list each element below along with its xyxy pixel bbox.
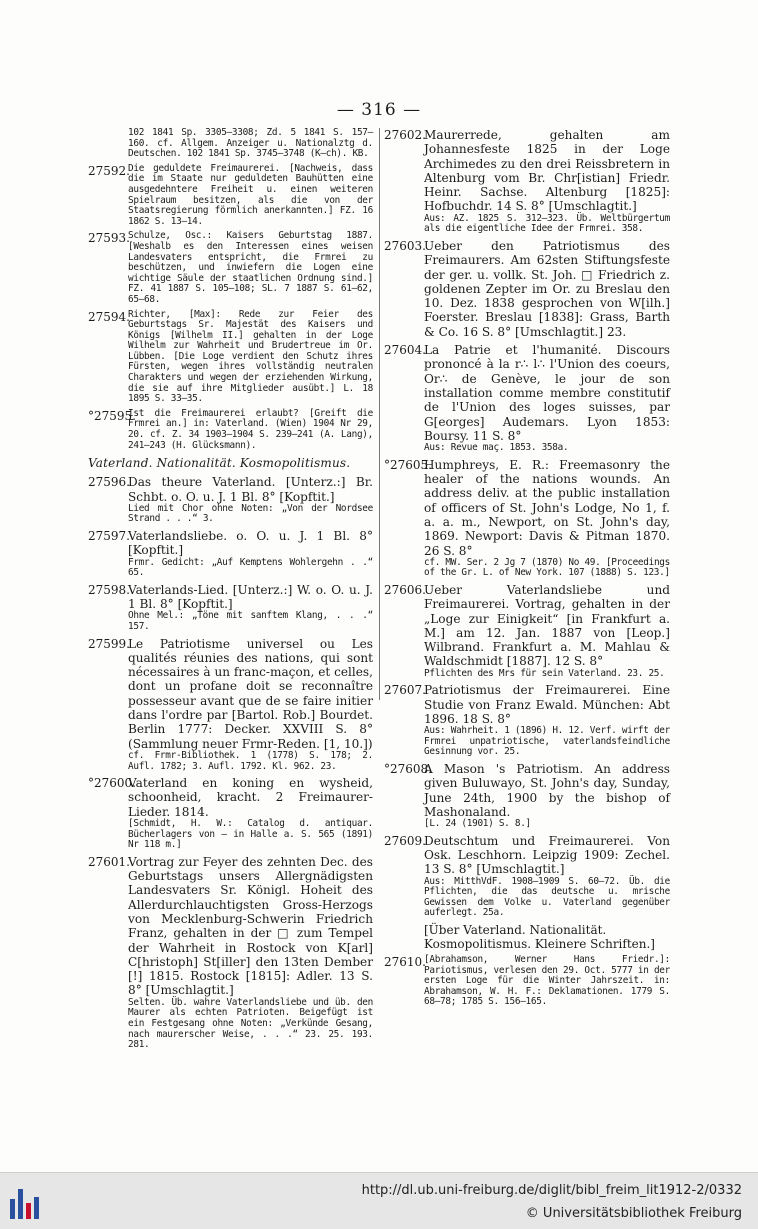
footer-url-link[interactable]: http://dl.ub.uni-freiburg.de/diglit/bibl_freim_lit1912-2/0332 (361, 1183, 742, 1198)
bibliography-entry (88, 855, 373, 1051)
entry-note: 102 1841 Sp. 3305—3308; Zd. 5 1841 S. 157—160. cf. Allgem. Anzeiger u. Nationalztg d. Deutschen. 102 1841 Sp. 3745—3748 (K—ch). KB. (128, 127, 373, 160)
entry-note: Aus: Wahrheit. 1 (1896) H. 12. Verf. wirft der Frmrei unpatriotische, vaterlandsfeindliche Gesinnung vor. 25. (424, 725, 670, 758)
entry-title: Maurerrede, gehalten am Johannesfeste 1825 in der Loge Archimedes zu den drei Reissbretern in Altenburg vom Br. Chr[istian] Friedr. Heinr. Sachse. Altenburg [1825]: Hofbuchdr. 14 S. 8° [Umschlagtit.] (424, 128, 670, 214)
entry-number: 27604. (384, 343, 426, 358)
entry-note: Selten. Üb. wahre Vaterlandsliebe und üb. den Maurer als echten Patrioten. Beigefügt ist ein Festgesang ohne Noten: „Verkünde Gesang, nach maurerscher Weise, . . .“ 23. 25. 193. 281. (128, 996, 373, 1051)
entry-title: Humphreys, E. R.: Freemasonry the healer of the nations wounds. An address deliv. at the public installation of officers of St. John's Lodge, No 1, f. a. a. m., Newport, on St. John's day, 1869. Newport: Davis & Pitman 1870. 26 S. 8° (424, 457, 670, 558)
entry-title: Vaterlandsliebe. o. O. u. J. 1 Bl. 8° [Kopftit.] (128, 529, 373, 558)
entry-number: 27603. (384, 238, 426, 253)
entry-note: Ist die Freimaurerei erlaubt? [Greift die Frmrei an.] in: Vaterland. (Wien) 1904 Nr 29, 20. cf. Z. 34 1903—1904 S. 239—241 (A. Lang), 241—243 (H. Glücksmann). (128, 407, 373, 451)
entry-note: [Schmidt, H. W.: Catalog d. antiquar. Bücherlagers von — in Halle a. S. 565 (1891) Nr 118 m.] (128, 818, 373, 851)
entry-note: Richter, [Max]: Rede zur Feier des Geburtstags Sr. Majestät des Kaisers und Königs [Wilhelm II.] gehalten in der Loge Wilhelm zur Wahrheit und Brudertreue im Or. Lübben. [Die Loge verdient den Schutz ihres Fürsten, wegen ihres vollständig neutralen Charakters und wegen der erziehenden Wirkung, die sie auf ihre Mitglieder ausübt.] L. 18 1895 S. 33—35. (128, 308, 373, 405)
entry-note: Pflichten des Mrs für sein Vaterland. 23. 25. (424, 667, 665, 679)
entry-title: Vortrag zur Feyer des zehnten Dec. des Geburtstags unsers Allergnädigsten Landesvaters Sr. Königl. Hoheit des Allerdurchlauchtigsten Gross-Herzogs von Mecklenburg-Schwerin Friedrich Franz, gehalten in der □ zum Tempel der Wahrheit in Rostock von K[arl] C[hristoph] St[iller] den 13ten Dember [!] 1815. Rostock [1815]: Adler. 13 S. 8° [Umschlagtit.] (128, 854, 373, 998)
entry-title: Ueber Vaterlandsliebe und Freimaurerei. Vortrag, gehalten in der „Loge zur Einigkeit“ [in Frankfurt a. M.] am 12. Jan. 1887 von [Leop.] Wilbrand. Frankfurt a. M. Mahlau & Waldschmidt [1887]. 12 S. 8° (424, 582, 670, 669)
entry-note: cf. MW. Ser. 2 Jg 7 (1870) No 49. [Proceedings of the Gr. L. of New York. 107 (1888) S. 123.] (424, 556, 670, 579)
entry-title: Vaterland en koning en wysheid, schoonheid, kracht. 2 Freimaurer-Lieder. 1814. (128, 776, 373, 819)
entry-title: La Patrie et l'humanité. Discours prononcé à la r∴ l∴ l'Union des coeurs, Or∴ de Genève, le jour de son installation comme membre constitutif de l'Union des loges suisses, par G[eorges] Audemars. Lyon 1853: Boursy. 11 S. 8° (424, 343, 670, 443)
entry-title: Vaterlands-Lied. [Unterz.:] W. o. O. u. J. 1 Bl. 8° [Kopftit.] (128, 582, 373, 612)
bibliography-entry (384, 583, 670, 679)
entry-number: 27597. (88, 529, 130, 543)
entry-title: Deutschtum und Freimaurerei. Von Osk. Leschhorn. Leipzig 1909: Zechel. 13 S. 8° [Umschlagtit.] (424, 833, 670, 877)
entry-title: Ueber den Patriotismus des Freimaurers. Am 62sten Stiftungsfeste der ger. u. vollk. St. Joh. □ Friedrich z. goldenen Zepter im Or. zu Breslau den 10. Dez. 1838 gesprochen von W[ilh.] Foerster. Breslau [1838]: Grass, Barth & Co. 16 S. 8° [Umschlagtit.] 23. (424, 238, 670, 339)
entry-title: Das theure Vaterland. [Unterz.:] Br. Schbt. o. O. u. J. 1 Bl. 8° [Kopftit.] (128, 475, 373, 504)
section-heading: Vaterland. Nationalität. Kosmopolitismus. (88, 456, 351, 471)
entry-title: Patriotismus der Freimaurerei. Eine Studie von Franz Ewald. München: Abt 1896. 18 S. 8° (424, 683, 670, 726)
bibliography-entry (88, 583, 373, 633)
bibliography-entry (384, 834, 670, 919)
bibliography-entry (384, 239, 670, 339)
entry-number: 27609. (384, 833, 426, 848)
entry-number: 27592. (88, 163, 130, 178)
entry-note: [Abrahamson, Werner Hans Friedr.]: Pariotismus, verlesen den 29. Oct. 5777 in der ersten Loge für die Winter Jahrszeit. in: Abrahamson, W. H. F.: Deklamationen. 1779 S. 68—78; 1785 S. 156—165. (424, 954, 670, 1008)
entry-title: Le Patriotisme universel ou Les qualités réunies des nations, qui sont nécessaires à un franc-maçon, et celles, dont un profane doit se reconnaître possesseur avant que de se faire initier dans l'ordre par [Bartol. Rob.] Bourdet. Berlin 1777: Decker. XXVIII S. 8° (Sammlung neuer Frmr-Reden. [1, 10.]) (128, 636, 373, 751)
entry-note: cf. Frmr-Bibliothek. 1 (1778) S. 178; 2. Aufl. 1782; 3. Aufl. 1792. Kl. 962. 23. (128, 749, 373, 772)
bibliography-entry (88, 128, 373, 160)
entry-number: 27610. (384, 955, 426, 970)
entry-note: Schulze, Osc.: Kaisers Geburtstag 1887. [Weshalb es den Interessen eines weisen Landesvaters entspricht, die Frmrei zu beschützen, und inwiefern die Logen eine wichtige Säule der staatlichen Ordnung sind.] FZ. 41 1887 S. 105—108; SL. 7 1887 S. 61—62, 65—68. (128, 230, 373, 305)
right-column (384, 128, 670, 1012)
bibliography-entry (384, 683, 670, 758)
entry-number: 27593. (88, 231, 130, 246)
bibliography-entry (384, 128, 670, 235)
entry-number: °27608. (384, 762, 432, 777)
library-logo-icon (8, 1185, 42, 1221)
entry-note: [L. 24 (1901) S. 8.] (424, 818, 531, 830)
subsection-heading: [Über Vaterland. Nationalität. Kosmopolitismus. Kleinere Schriften.] (424, 923, 655, 952)
bibliography-entry (384, 955, 670, 1008)
bibliography-entry (384, 343, 670, 454)
entry-note: Die geduldete Freimaurerei. [Nachweis, dass die im Staate nur geduldeten Bauhütten eine ausgedehntere Freiheit u. einen weiteren Spielraum besitzen, als die von der Staatsregierung förmlich anerkannten.] FZ. 16 1862 S. 13—14. (128, 162, 373, 227)
entry-number: 27594. (88, 309, 130, 324)
entry-title: A Mason 's Patriotism. An address given Buluwayo, St. John's day, Sunday, June 24th, 1900 by the bishop of Mashonaland. (424, 762, 670, 819)
entry-note: Lied mit Chor ohne Noten: „Von der Nordsee Strand . . .“ 3. (128, 502, 373, 525)
entry-number: 27601. (88, 854, 130, 869)
bibliography-entry (88, 637, 373, 773)
entry-number: 27607. (384, 683, 426, 698)
bibliography-entry (88, 529, 373, 579)
footer-copyright: © Universitätsbibliothek Freiburg (525, 1206, 742, 1221)
bibliography-entry (88, 776, 373, 851)
page-number: — 316 — (336, 100, 422, 120)
entry-number: 27599. (88, 636, 130, 651)
bibliography-entry (384, 762, 670, 830)
entry-number: °27600. (88, 776, 136, 791)
entry-note: Aus: MitthVdF. 1908—1909 S. 60—72. Üb. die Pflichten, die das deutsche u. mrische Gewissen dem Volke u. Vaterland gegenüber auferlegt. 25a. (424, 875, 670, 919)
entry-number: 27602. (384, 128, 426, 142)
bibliography-entry (88, 231, 373, 305)
bibliography-entry (88, 475, 373, 525)
bibliography-entry (88, 310, 373, 405)
entry-note: Aus: AZ. 1825 S. 312—323. Üb. Weltbürgertum als die eigentliche Idee der Frmrei. 358. (424, 212, 670, 235)
bibliography-entry (88, 409, 373, 451)
left-column (88, 128, 373, 1055)
entry-number: °27605. (384, 457, 432, 472)
bibliography-entry (384, 458, 670, 579)
entry-number: 27606. (384, 582, 426, 597)
footer-bar (0, 1172, 758, 1229)
bibliography-entry (88, 164, 373, 228)
entry-note: Aus: Revue maç. 1853. 358a. (424, 442, 569, 454)
entry-number: 27596. (88, 475, 130, 490)
column-divider (379, 128, 380, 700)
entry-number: °27595. (88, 408, 136, 423)
entry-number: 27598. (88, 582, 130, 597)
entry-note: Ohne Mel.: „Töne mit sanftem Klang, . . .“ 157. (128, 610, 373, 632)
entry-note: Frmr. Gedicht: „Auf Kemptens Wohlergehn . .“ 65. (128, 556, 373, 579)
